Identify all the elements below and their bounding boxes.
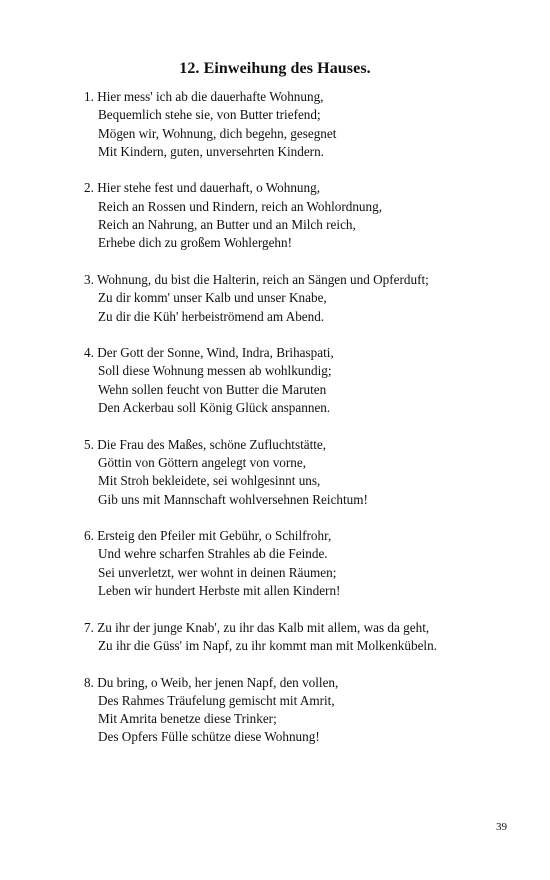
poem-line: Mit Amrita benetze diese Trinker; [98,711,277,727]
poem-line: 1. Hier mess' ich ab die dauerhafte Wohnung, [84,89,324,104]
poem-body [84,88,524,765]
poem-line: 7. Zu ihr der junge Knab', zu ihr das Kalb mit allem, was da geht, [84,619,430,635]
poem-line: Des Opfers Fülle schütze diese Wohnung! [98,729,320,745]
poem-line: Soll diese Wohnung messen ab wohlkundig; [98,363,332,379]
poem-line: Erhebe dich zu großem Wohlergehn! [98,235,292,251]
poem-line: Sei unverletzt, wer wohnt in deinen Räumen; [98,564,337,580]
page-number: 39 [496,821,507,833]
stanza-3 [84,271,524,326]
poem-line: 2. Hier stehe fest und dauerhaft, o Wohnung, [84,180,321,196]
poem-line: Bequemlich stehe sie, von Butter triefend; [98,107,321,123]
poem-line: 6. Ersteig den Pfeiler mit Gebühr, o Schilfrohr, [84,528,332,544]
stanza-7 [84,619,524,656]
poem-line: 3. Wohnung, du bist die Halterin, reich an Sängen und Opferduft; [84,271,429,287]
poem-line: Mögen wir, Wohnung, dich begehn, gesegnet [98,125,337,141]
poem-line: 5. Die Frau des Maßes, schöne Zufluchtstätte, [84,436,327,452]
poem-line: Reich an Rossen und Rindern, reich an Wohlordnung, [98,198,383,214]
poem-line: Zu dir komm' unser Kalb und unser Knabe, [98,290,327,306]
poem-line: Gib uns mit Mannschaft wohlversehnen Reichtum! [98,491,368,507]
poem-line: 8. Du bring, o Weib, her jenen Napf, den vollen, [84,674,339,690]
stanza-6 [84,527,524,600]
poem-line: Göttin von Göttern angelegt von vorne, [98,454,307,470]
poem-line: Zu dir die Küh' herbeiströmend am Abend. [98,308,325,324]
poem-line: Mit Stroh bekleidete, sei wohlgesinnt uns, [98,473,321,489]
poem-line: 4. Der Gott der Sonne, Wind, Indra, Brihaspati, [84,345,334,361]
poem-line: Leben wir hundert Herbste mit allen Kindern! [98,583,341,599]
poem-line: Wehn sollen feucht von Butter die Maruten [98,381,327,397]
poem-line: Den Ackerbau soll König Glück anspannen. [98,400,331,416]
poem-line: Und wehre scharfen Strahles ab die Feinde. [98,546,328,562]
poem-line: Des Rahmes Träufelung gemischt mit Amrit, [98,692,335,708]
stanza-8 [84,674,524,747]
stanza-1 [84,88,524,161]
stanza-2 [84,179,524,252]
poem-line: Zu ihr die Güss' im Napf, zu ihr kommt man mit Molkenkübeln. [98,637,437,653]
page-title: 12. Einweihung des Hauses. [179,60,371,77]
poem-line: Mit Kindern, guten, unversehrten Kindern. [98,143,324,159]
poem-line: Reich an Nahrung, an Butter und an Milch reich, [98,217,356,233]
stanza-5 [84,436,524,509]
stanza-4 [84,344,524,417]
